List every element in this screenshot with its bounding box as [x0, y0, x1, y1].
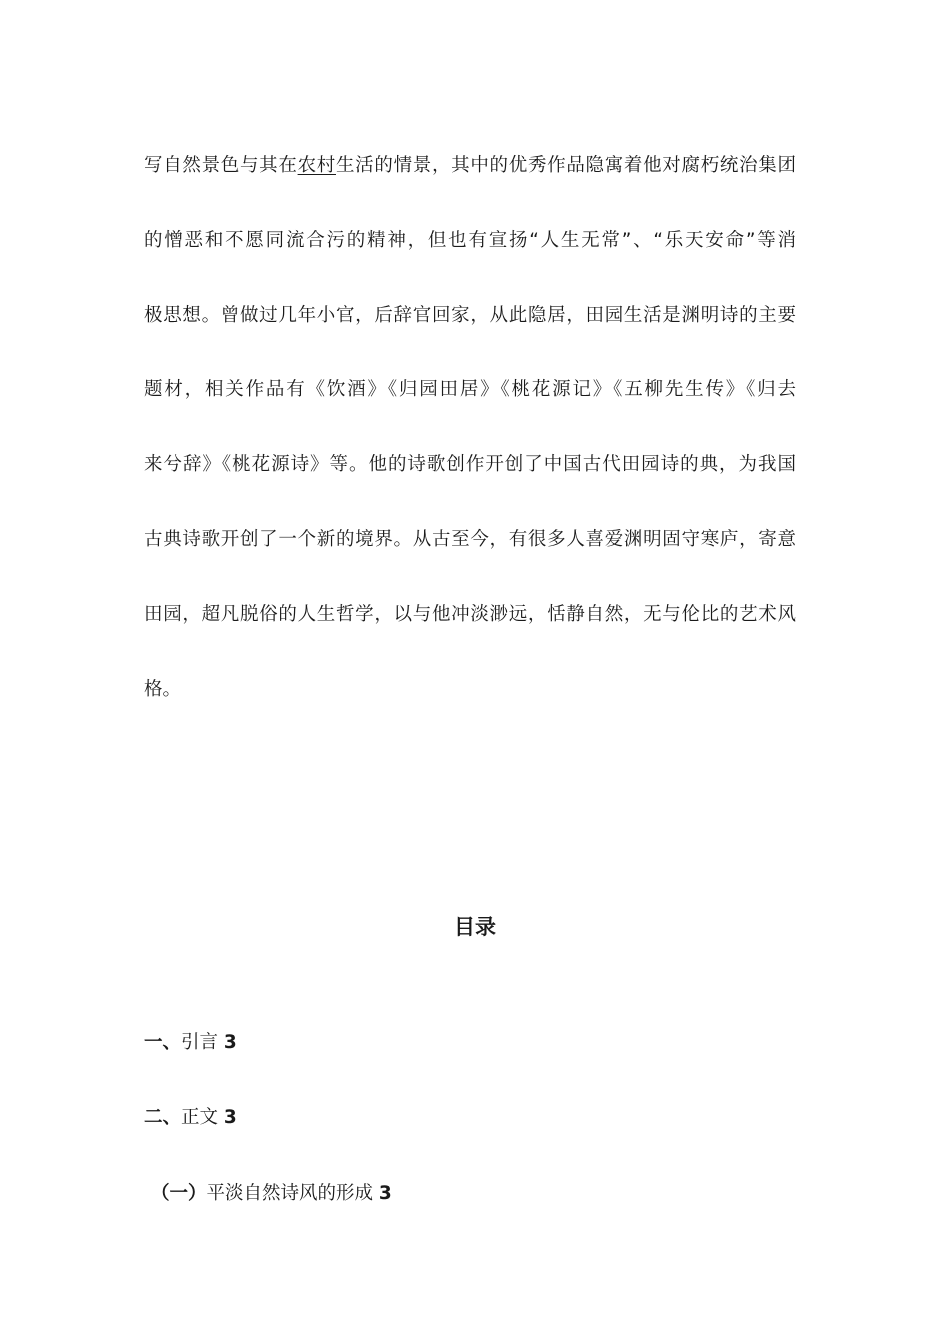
toc-entry-label: 平淡自然诗风的形成 [206, 1183, 374, 1204]
paragraph-line: 古典诗歌开创了一个新的境界。从古至今，有很多人喜爱渊明固守寒庐，寄意 [144, 528, 796, 550]
toc-entry-label: 引言 [181, 1032, 219, 1053]
toc-entry-number: 二、 [144, 1107, 182, 1128]
toc-entry-introduction[interactable] [144, 1028, 237, 1058]
paragraph-line: 田园，超凡脱俗的人生哲学，以与他冲淡渺远，恬静自然，无与伦比的艺术风 [144, 603, 796, 625]
toc-entry-subsection[interactable] [151, 1179, 392, 1209]
paragraph-line: 题材，相关作品有《饮酒》《归园田居》《桃花源记》《五柳先生传》《归去 [144, 379, 796, 401]
toc-entry-label: 正文 [181, 1107, 219, 1128]
paragraph-line: 的憎恶和不愿同流合污的精神，但也有宣扬“人生无常”、“乐天安命”等消 [144, 229, 796, 251]
toc-title: 目录 [454, 915, 496, 939]
paragraph-line [144, 129, 796, 204]
toc-entry-page: 3 [378, 1183, 392, 1204]
toc-entry-page: 3 [223, 1032, 237, 1053]
toc-entry-page: 3 [223, 1107, 237, 1128]
hyperlink[interactable]: 农村 [297, 155, 336, 176]
paragraph-line: 来兮辞》《桃花源诗》等。他的诗歌创作开创了中国古代田园诗的典，为我国 [144, 454, 796, 476]
toc-entry-main-text[interactable] [144, 1103, 237, 1133]
toc-entry-number: 一、 [144, 1032, 182, 1053]
paragraph-line: 极思想。曾做过几年小官，后辞官回家，从此隐居，田园生活是渊明诗的主要 [144, 304, 796, 326]
paragraph-line: 格。 [144, 678, 182, 700]
body-paragraph [144, 129, 796, 727]
paragraph-text: 写自然景色与其在 [144, 155, 298, 176]
paragraph-text: 生活的情景，其中的优秀作品隐寓着他对腐朽统治集团 [335, 155, 796, 176]
toc-entry-number: （一） [151, 1183, 207, 1204]
